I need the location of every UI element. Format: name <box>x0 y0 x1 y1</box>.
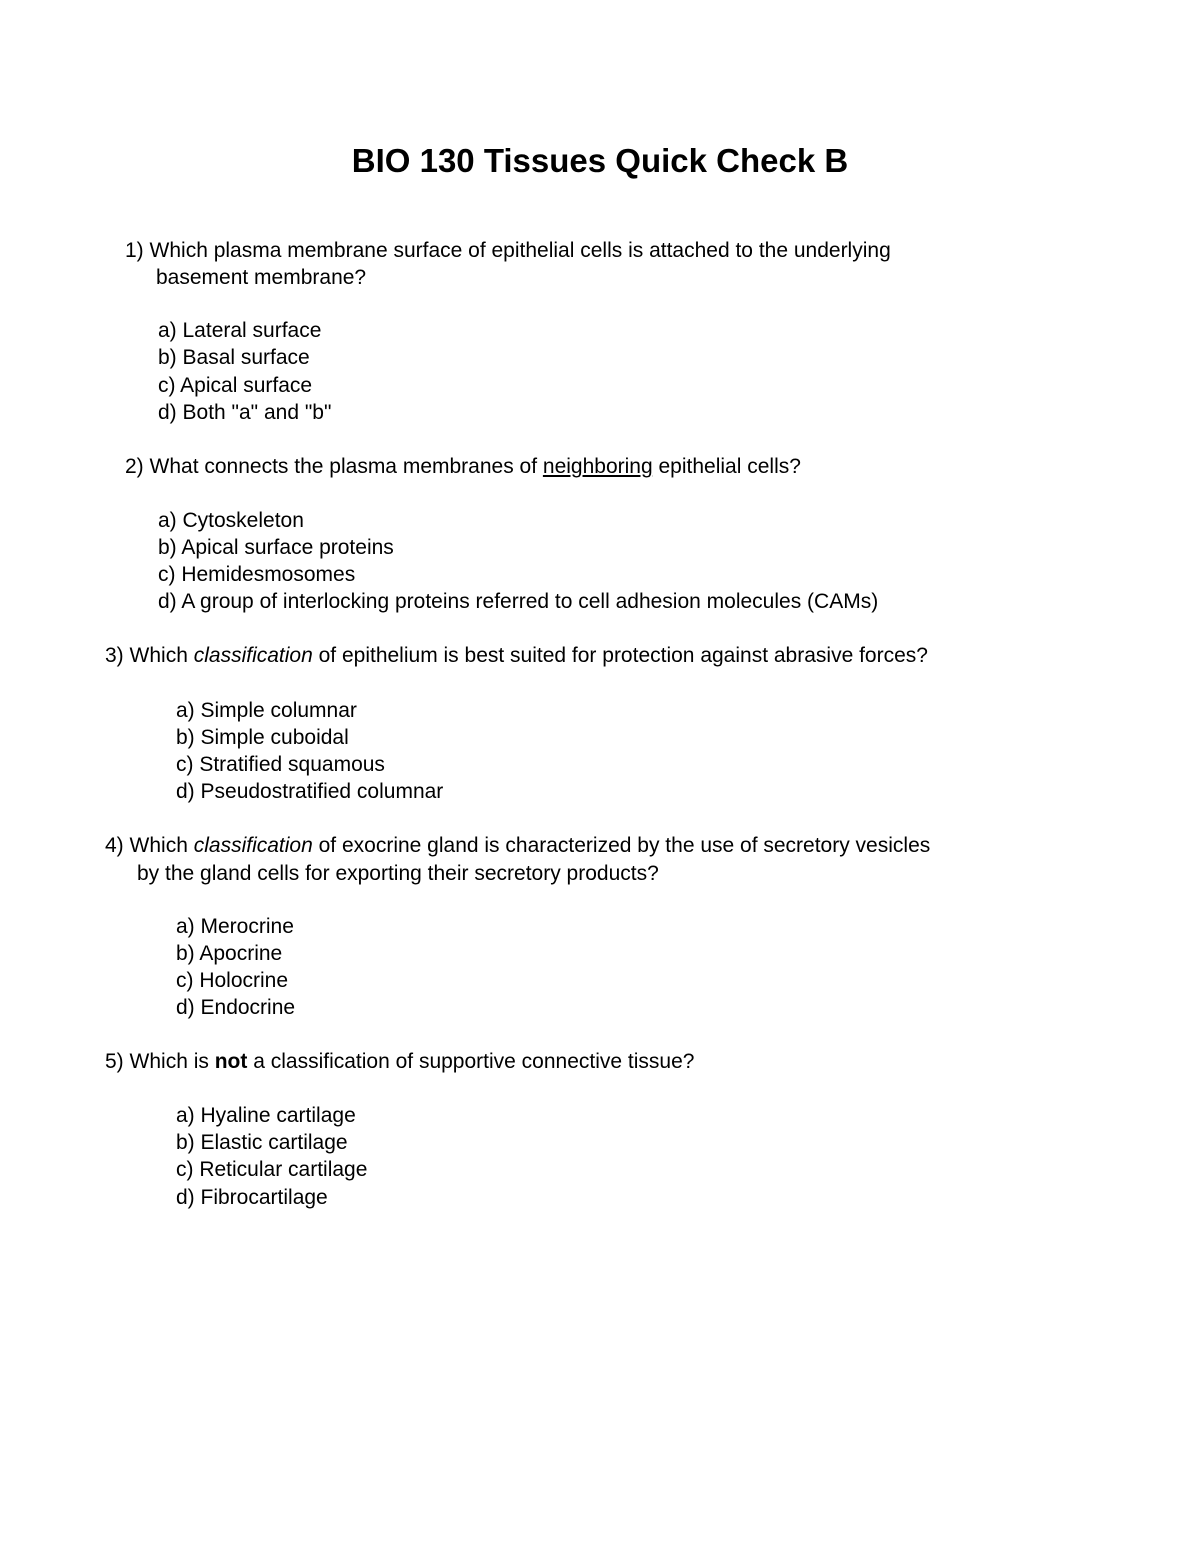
question-5-option-c: c) Reticular cartilage <box>176 1158 368 1181</box>
question-3-stem <box>105 642 928 669</box>
question-1-number: 1) <box>125 239 144 262</box>
question-3-option-b: b) Simple cuboidal <box>176 726 349 749</box>
question-5-option-a: a) Hyaline cartilage <box>176 1104 356 1127</box>
question-4-stem <box>105 832 930 859</box>
question-2-text-pre: What connects the plasma membranes of <box>149 455 543 478</box>
question-3-text-post: of epithelium is best suited for protection against abrasive forces? <box>312 644 928 667</box>
question-4-option-d: d) Endocrine <box>176 996 296 1019</box>
page-title: BIO 130 Tissues Quick Check B <box>351 142 849 179</box>
question-4-text-pre: Which <box>129 834 194 857</box>
question-2-text-post: epithelial cells? <box>652 455 801 478</box>
question-4-option-a: a) Merocrine <box>176 915 294 938</box>
question-5-bold-word: not <box>214 1050 248 1073</box>
question-4-stem-continued: by the gland cells for exporting their secretory products? <box>137 862 659 885</box>
question-2-underlined-word: neighboring <box>542 455 653 478</box>
question-2-option-b: b) Apical surface proteins <box>158 536 394 559</box>
question-5-text-post: a classification of supportive connective tissue? <box>247 1050 695 1073</box>
question-4-option-b: b) Apocrine <box>176 942 283 965</box>
question-3-option-a: a) Simple columnar <box>176 699 357 722</box>
question-5-number: 5) <box>105 1050 124 1073</box>
question-3-option-c: c) Stratified squamous <box>176 753 385 776</box>
question-2-option-a: a) Cytoskeleton <box>158 509 304 532</box>
question-1-stem <box>125 237 891 264</box>
question-4-text-post: of exocrine gland is characterized by the use of secretory vesicles <box>312 834 931 857</box>
question-1-option-a: a) Lateral surface <box>158 319 322 342</box>
question-2-option-c: c) Hemidesmosomes <box>158 563 356 586</box>
question-5-option-d: d) Fibrocartilage <box>176 1186 328 1209</box>
question-4-italic-word: classification <box>193 834 313 857</box>
question-3-italic-word: classification <box>193 644 313 667</box>
question-2-number: 2) <box>125 455 144 478</box>
question-3-option-d: d) Pseudostratified columnar <box>176 780 444 803</box>
question-3-number: 3) <box>105 644 124 667</box>
question-1-text: Which plasma membrane surface of epithelial cells is attached to the underlying <box>149 239 891 262</box>
question-2-option-d: d) A group of interlocking proteins referred to cell adhesion molecules (CAMs) <box>158 590 879 613</box>
question-5-option-b: b) Elastic cartilage <box>176 1131 348 1154</box>
question-5-stem <box>105 1048 694 1075</box>
question-2-stem <box>125 453 801 480</box>
question-4-option-c: c) Holocrine <box>176 969 289 992</box>
question-3-text-pre: Which <box>129 644 194 667</box>
question-1-stem-continued: basement membrane? <box>156 266 367 289</box>
question-1-option-c: c) Apical surface <box>158 374 313 397</box>
question-5-text-pre: Which is <box>129 1050 215 1073</box>
question-4-number: 4) <box>105 834 124 857</box>
question-1-option-b: b) Basal surface <box>158 346 310 369</box>
question-1-option-d: d) Both "a" and "b" <box>158 401 332 424</box>
